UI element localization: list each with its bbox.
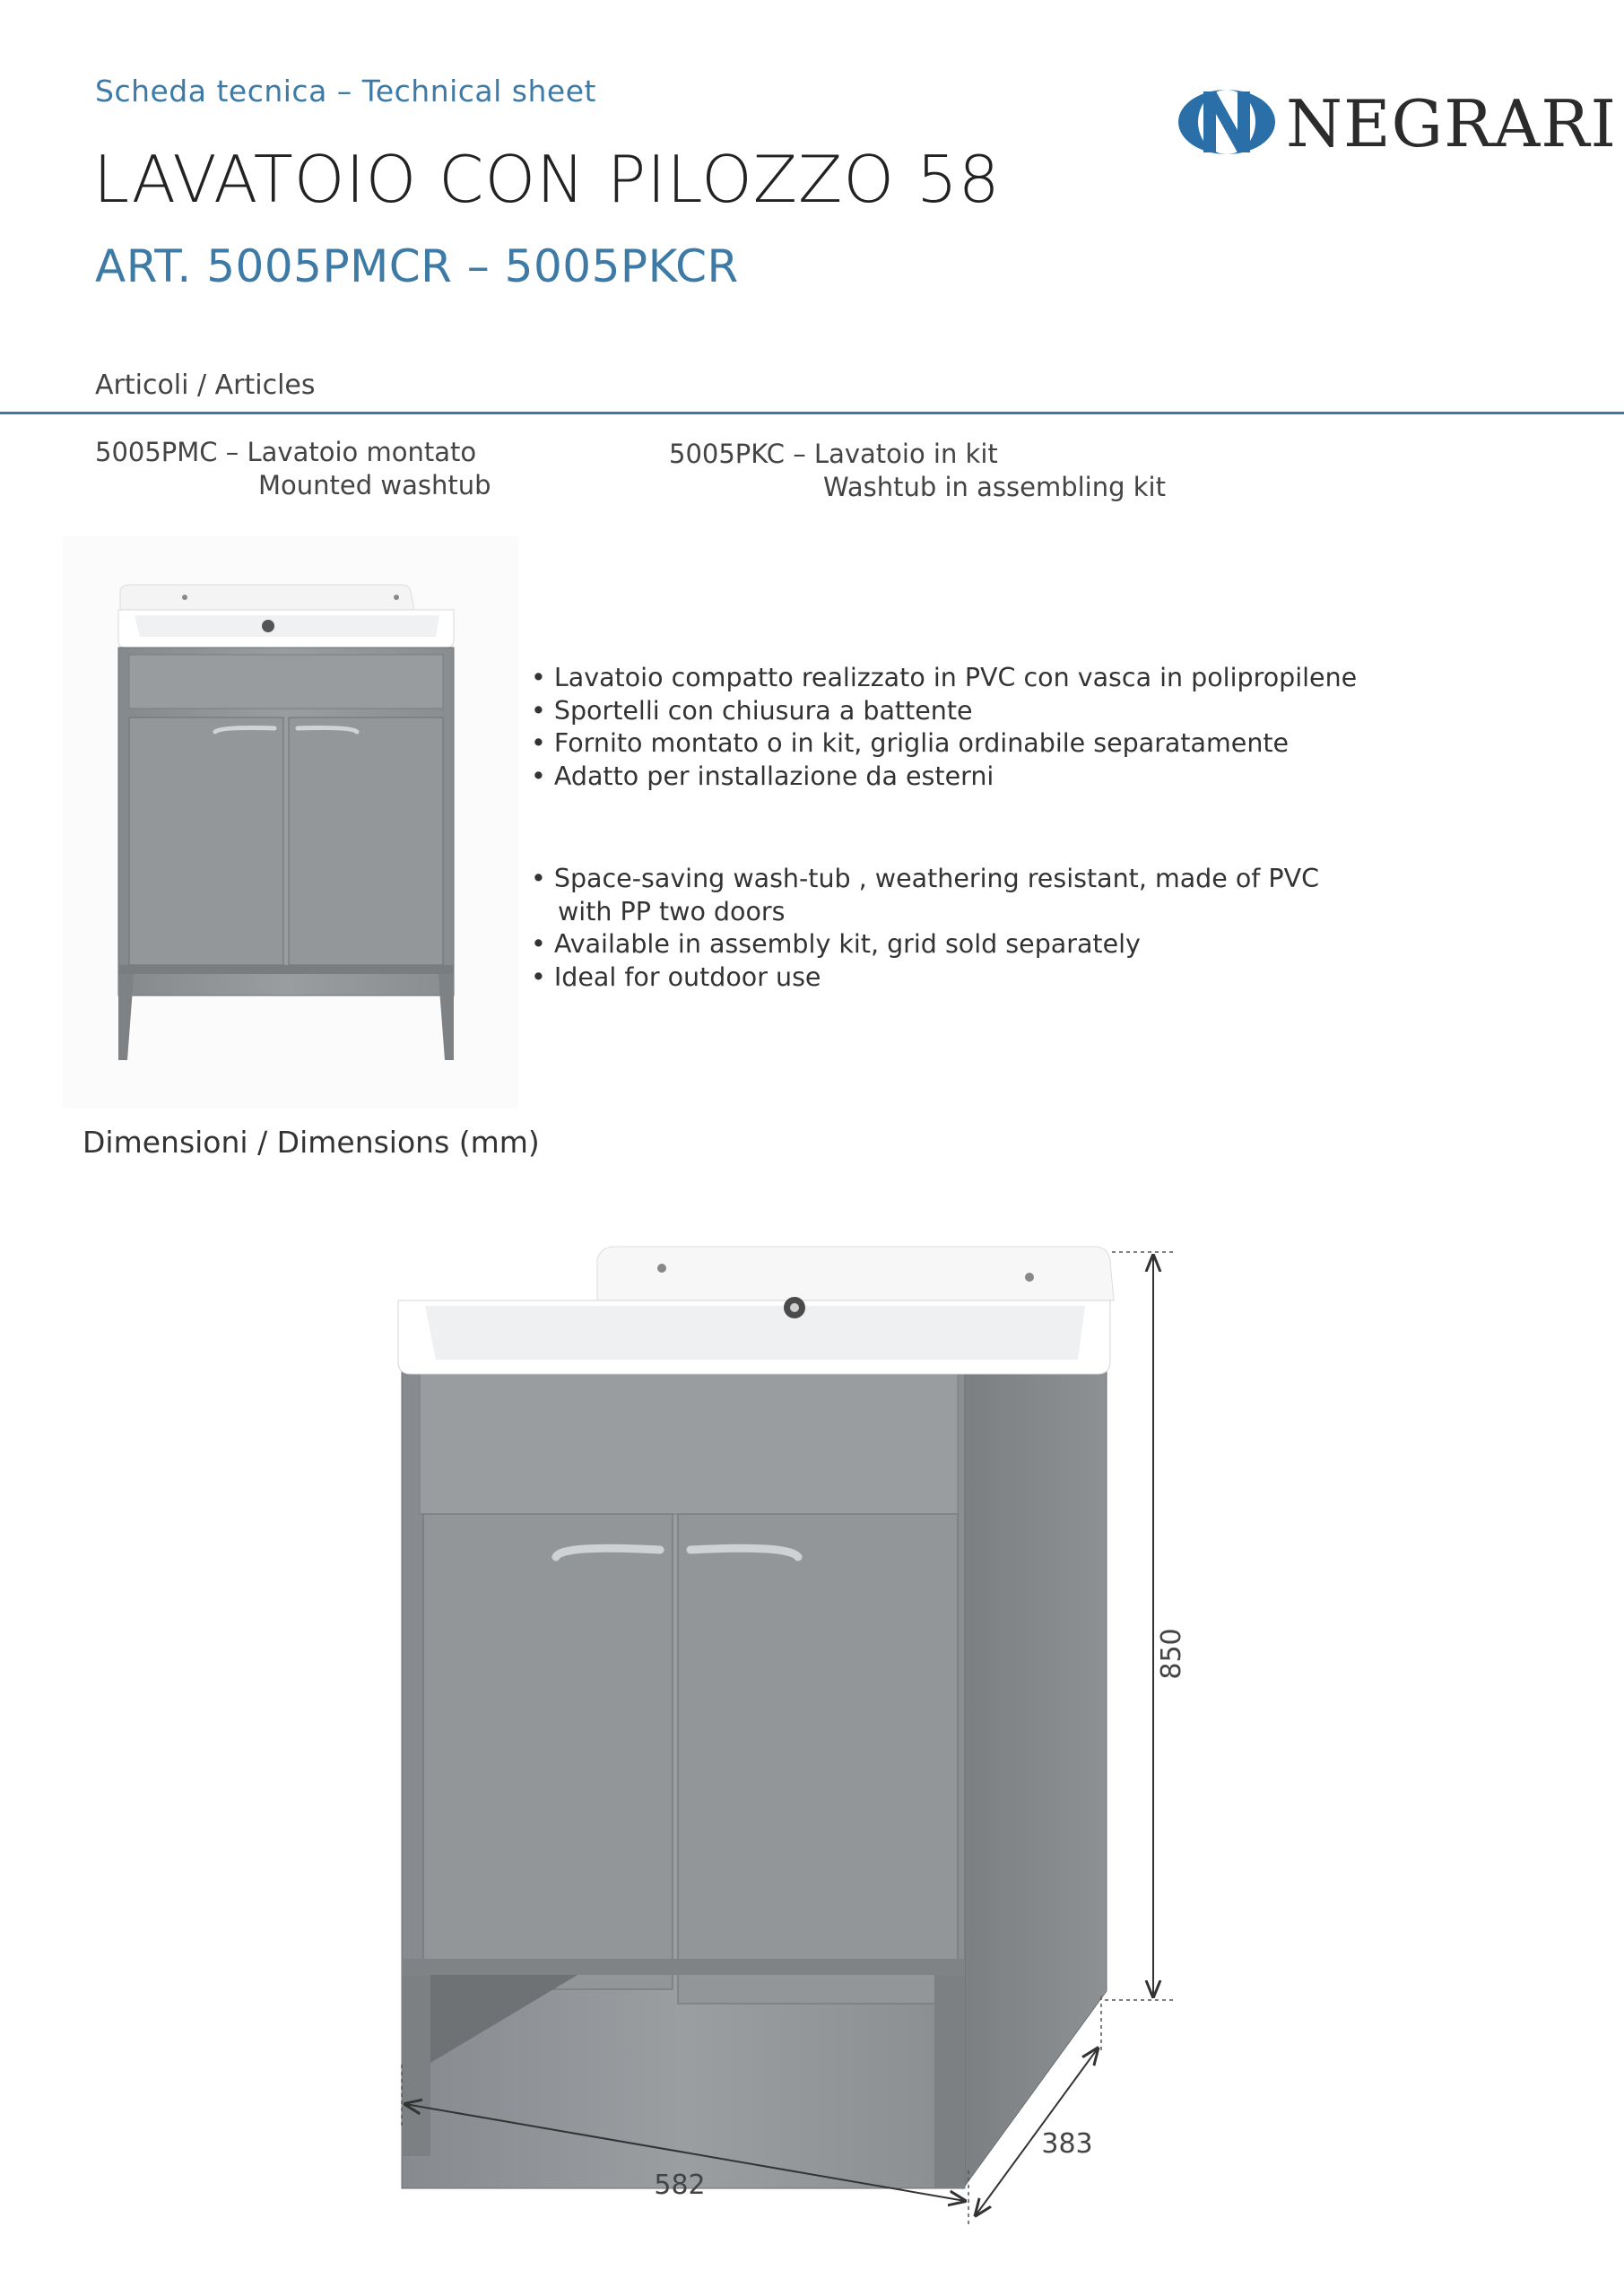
article-kit — [669, 438, 1166, 504]
negrari-logo-icon — [1175, 83, 1279, 165]
feature-item: • Sportelli con chiusura a battente — [531, 695, 973, 726]
article-codes: ART. 5005PMCR – 5005PKCR — [95, 240, 739, 292]
washtub-photo — [63, 536, 518, 1109]
feature-item: • Available in assembly kit, grid sold separately — [531, 929, 1141, 959]
page-title: LAVATOIO CON PILOZZO 58 — [93, 142, 1001, 217]
section-divider — [0, 412, 1624, 414]
washtub-drawing — [377, 1211, 1187, 2251]
article-code-line: 5005PMC – Lavatoio montato — [95, 437, 477, 467]
article-sub-line: Mounted washtub — [258, 470, 491, 500]
article-mounted — [95, 436, 491, 502]
feature-item-continuation: with PP two doors — [558, 896, 786, 926]
features-italian — [531, 662, 1357, 793]
page-kicker: Scheda tecnica – Technical sheet — [95, 74, 596, 109]
feature-item: • Ideal for outdoor use — [531, 961, 821, 992]
depth-dimension-label: 383 — [1041, 2128, 1093, 2160]
articles-heading: Articoli / Articles — [95, 370, 316, 401]
logo-wordmark: NEGRARI — [1286, 86, 1617, 161]
width-dimension-label: 582 — [654, 2170, 706, 2201]
height-dimension-label: 850 — [1156, 1628, 1187, 1680]
article-sub-line: Washtub in assembling kit — [823, 472, 1166, 502]
article-code-line: 5005PKC – Lavatoio in kit — [669, 439, 998, 469]
feature-item: • Space-saving wash-tub , weathering resistant, made of PVC — [531, 864, 1319, 893]
feature-item: • Adatto per installazione da esterni — [531, 761, 994, 791]
dimensions-heading: Dimensioni / Dimensions (mm) — [83, 1125, 540, 1160]
feature-item: • Lavatoio compatto realizzato in PVC con vasca in polipropilene — [531, 663, 1358, 692]
features-english — [531, 863, 1319, 994]
feature-item: • Fornito montato o in kit, griglia ordinabile separatamente — [531, 728, 1290, 758]
brand-logo — [1175, 83, 1617, 165]
